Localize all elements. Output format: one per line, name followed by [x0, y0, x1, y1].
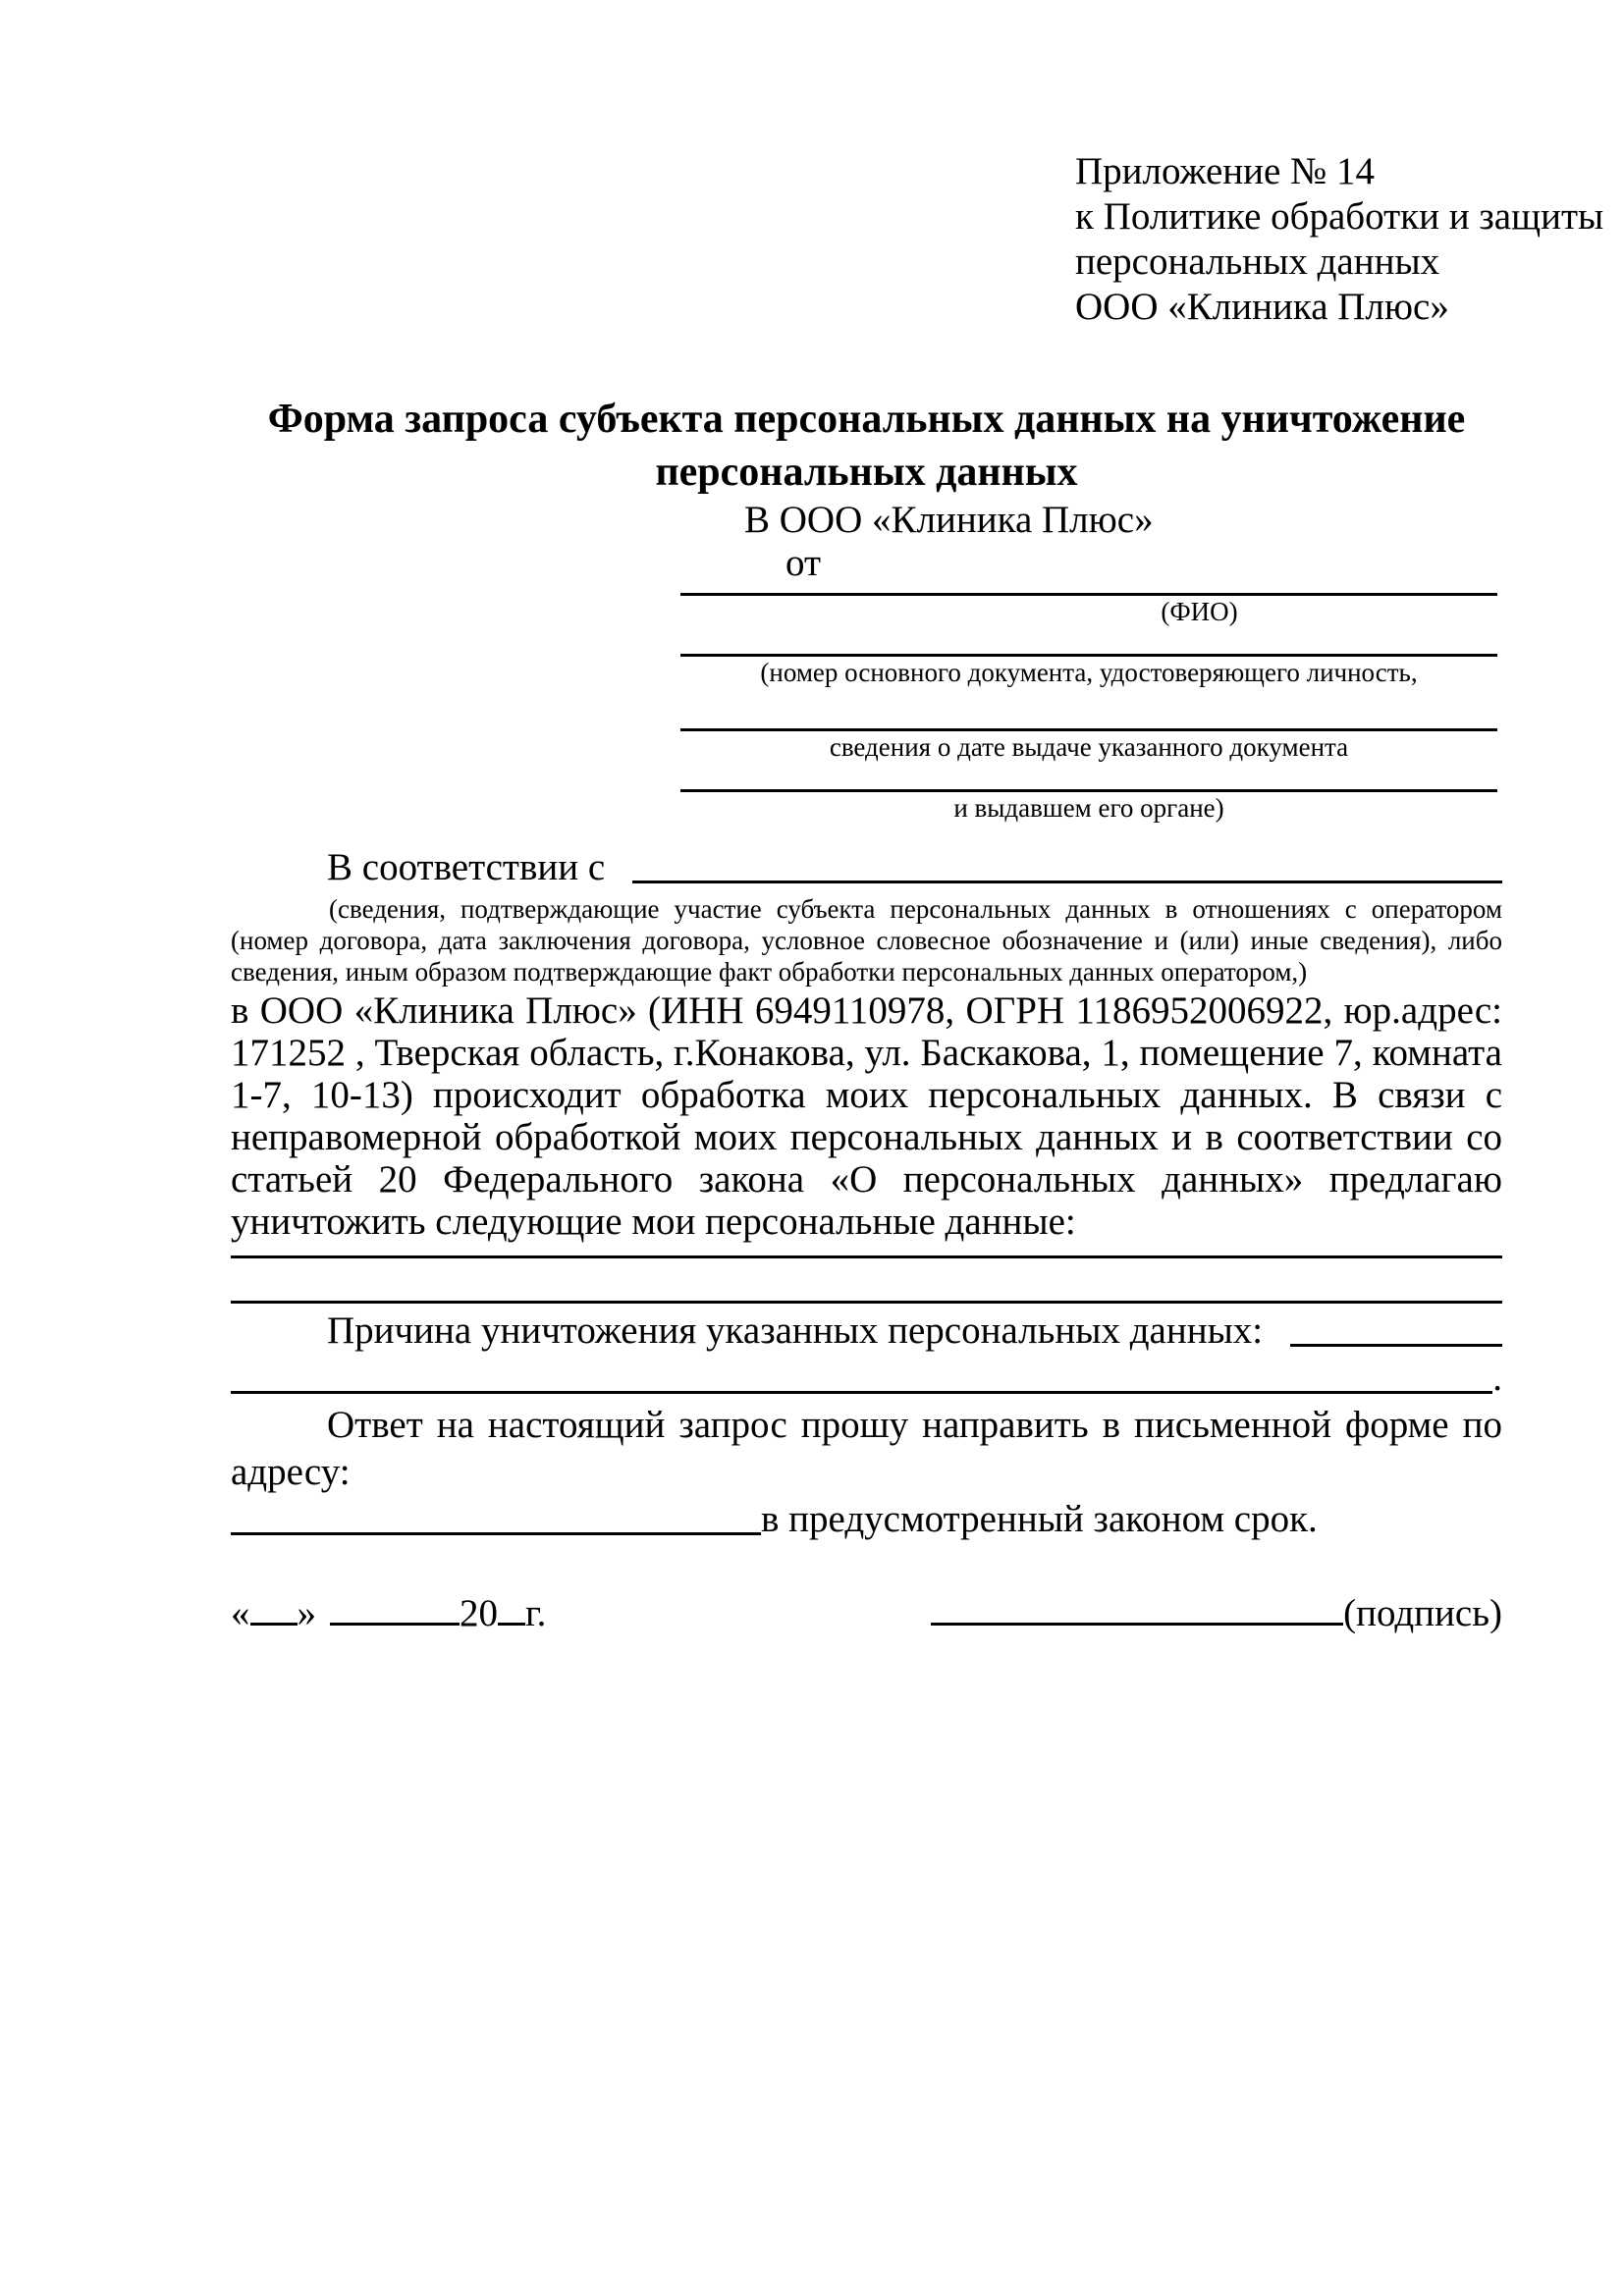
answer-tail: в предусмотренный законом срок. — [761, 1498, 1318, 1540]
signature-caption: (подпись) — [1343, 1592, 1502, 1634]
paragraph-indent — [231, 844, 327, 891]
appendix-block — [1075, 149, 1604, 330]
accordance-label: В соответствии с — [327, 846, 606, 888]
page-title: Форма запроса субъекта персональных данных на уничтожение персональных данных — [267, 397, 1466, 495]
appendix-line: персональных данных — [1075, 240, 1440, 283]
address-blank-line — [231, 1496, 761, 1535]
signature-blank-line — [931, 1596, 1343, 1626]
day-blank-line — [250, 1596, 298, 1626]
year-blank-line — [498, 1596, 525, 1626]
appendix-line: ООО «Клиника Плюс» — [1075, 286, 1449, 328]
data-blank-line — [231, 1258, 1502, 1304]
accordance-note: (сведения, подтверждающие участие субъекта персональных данных в отношениях с оператором (номер договора, дата заключения договора, условное словесное обозначение и (или) иные сведения), либо сведения, иным образом подтверждающие факт обработки персональных данных оператором,) — [231, 894, 1502, 987]
fio-caption: (ФИО) — [1161, 597, 1238, 626]
year-prefix: 20 — [460, 1592, 498, 1634]
paragraph-indent — [231, 1308, 327, 1355]
from-label: от — [785, 542, 822, 584]
reason-blank-line-2 — [231, 1355, 1492, 1394]
accordance-blank-line — [632, 844, 1502, 883]
address-row — [231, 1496, 1502, 1543]
reason-blank-line — [1290, 1308, 1502, 1347]
month-blank-line — [330, 1596, 460, 1626]
document-number-caption: (номер основного документа, удостоверяющего личность, — [760, 658, 1418, 687]
data-blank-line — [231, 1243, 1502, 1258]
reason-label: Причина уничтожения указанных персональных данных: — [327, 1309, 1264, 1352]
row-spacer — [1318, 1496, 1502, 1543]
body-paragraph: в ООО «Клиника Плюс» (ИНН 6949110978, ОГРН 1186952006922, юр.адрес: 171252 , Тверская область, г.Конакова, ул. Баскакова, 1, помещение 7, комната 1-7, 10-13) происходит обработка моих персональных данных. В связи с неправомерной обработкой моих персональных данных и в соответствии со статьей 20 Федерального закона «О персональных данных» предлагаю уничтожить следующие мои персональные данные: — [231, 989, 1502, 1243]
date-group — [231, 1590, 546, 1637]
quote-close: » — [297, 1592, 316, 1634]
issue-date-caption: сведения о дате выдаче указанного документа — [829, 732, 1349, 762]
signature-group — [931, 1590, 1502, 1637]
reason-continuation-row — [231, 1355, 1502, 1402]
appendix-line: к Политике обработки и защиты — [1075, 195, 1604, 238]
reason-row — [231, 1308, 1502, 1355]
date-signature-row — [231, 1590, 1502, 1637]
answer-paragraph: Ответ на настоящий запрос прошу направить в письменной форме по адресу: — [231, 1404, 1502, 1493]
appendix-line: Приложение № 14 — [1075, 150, 1376, 192]
issuing-authority-caption: и выдавшем его органе) — [953, 793, 1224, 823]
period-mark: . — [1492, 1357, 1502, 1399]
year-suffix: г. — [525, 1592, 547, 1634]
addressee-organization: В ООО «Клиника Плюс» — [744, 499, 1154, 541]
applicant-fields-block — [680, 593, 1497, 825]
accordance-row — [231, 844, 1502, 891]
quote-open: « — [231, 1592, 250, 1634]
